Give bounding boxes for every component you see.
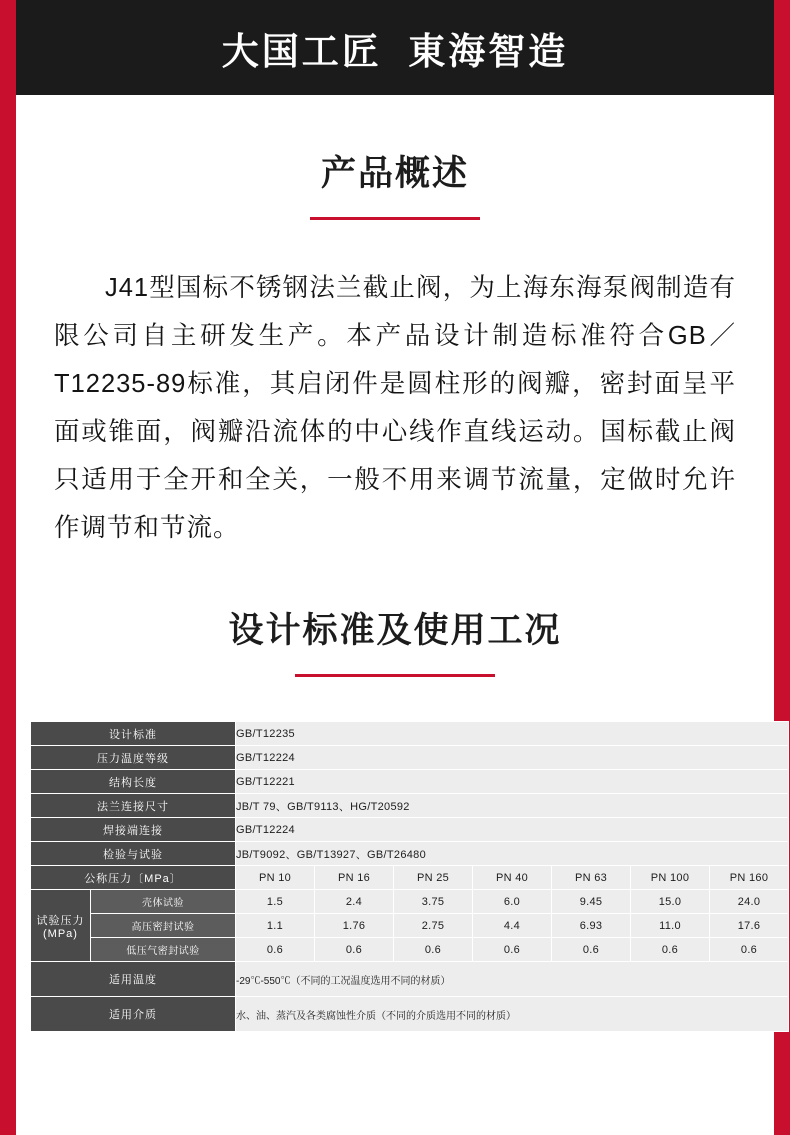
section-title-standards: 设计标准及使用工况 <box>228 611 562 650</box>
section-heading-standards <box>16 610 774 677</box>
test-value: 2.75 <box>394 914 473 938</box>
table-row <box>31 794 789 818</box>
pn-value: PN 10 <box>236 866 315 890</box>
section-heading-overview <box>16 153 774 220</box>
pn-value: PN 40 <box>473 866 552 890</box>
table-row <box>31 746 789 770</box>
test-value: 24.0 <box>710 890 789 914</box>
test-value: 2.4 <box>315 890 394 914</box>
row-value: GB/T12224 <box>236 818 789 842</box>
test-value: 1.76 <box>315 914 394 938</box>
pn-value: PN 100 <box>631 866 710 890</box>
table-row <box>31 770 789 794</box>
test-value: 0.6 <box>473 938 552 962</box>
row-label: 法兰连接尺寸 <box>31 794 236 818</box>
test-value: 0.6 <box>394 938 473 962</box>
page-banner <box>16 0 774 95</box>
test-value: 6.93 <box>552 914 631 938</box>
overview-paragraph: J41型国标不锈钢法兰截止阀，为上海东海泵阀制造有限公司自主研发生产。本产品设计制造标准符合GB／T12235-89标准，其启闭件是圆柱形的阀瓣，密封面呈平面或锥面，阀瓣沿流体的中心线作直线运动。国标截止阀只适用于全开和全关，一般不用来调节流量，定做时允许作调节和节流。 <box>54 274 736 542</box>
test-value: 3.75 <box>394 890 473 914</box>
test-value: 17.6 <box>710 914 789 938</box>
row-label: 检验与试验 <box>31 842 236 866</box>
row-value: GB/T12224 <box>236 746 789 770</box>
row-label: 适用介质 <box>31 997 236 1032</box>
test-value: 0.6 <box>631 938 710 962</box>
test-value: 4.4 <box>473 914 552 938</box>
test-group-label: 试验压力(MPa) <box>31 890 91 962</box>
table-row-test-lowpressure <box>31 938 789 962</box>
test-row-label: 低压气密封试验 <box>91 938 236 962</box>
spec-table-wrapper <box>30 721 769 1032</box>
row-label: 适用温度 <box>31 962 236 997</box>
test-value: 9.45 <box>552 890 631 914</box>
test-value: 0.6 <box>552 938 631 962</box>
table-row <box>31 842 789 866</box>
table-row-pressure <box>31 866 789 890</box>
test-value: 1.1 <box>236 914 315 938</box>
row-label: 压力温度等级 <box>31 746 236 770</box>
test-value: 0.6 <box>710 938 789 962</box>
pn-value: PN 63 <box>552 866 631 890</box>
row-value: GB/T12221 <box>236 770 789 794</box>
row-value: -29℃-550℃（不同的工况温度选用不同的材质） <box>236 962 789 997</box>
test-value: 0.6 <box>315 938 394 962</box>
row-value: JB/T9092、GB/T13927、GB/T26480 <box>236 842 789 866</box>
test-row-label: 壳体试验 <box>91 890 236 914</box>
row-value: JB/T 79、GB/T9113、HG/T20592 <box>236 794 789 818</box>
bottom-strip <box>16 1121 774 1135</box>
section-underline <box>295 674 495 677</box>
row-label: 结构长度 <box>31 770 236 794</box>
table-row-medium <box>31 997 789 1032</box>
row-label: 公称压力〔MPa〕 <box>31 866 236 890</box>
row-label: 焊接端连接 <box>31 818 236 842</box>
table-row <box>31 722 789 746</box>
table-row <box>31 818 789 842</box>
pn-value: PN 160 <box>710 866 789 890</box>
section-underline <box>310 217 480 220</box>
test-value: 0.6 <box>236 938 315 962</box>
pn-value: PN 25 <box>394 866 473 890</box>
table-row-test-highpressure <box>31 914 789 938</box>
table-row-temperature <box>31 962 789 997</box>
row-value: 水、油、蒸汽及各类腐蚀性介质（不同的介质选用不同的材质） <box>236 997 789 1032</box>
test-value: 6.0 <box>473 890 552 914</box>
banner-title: 大国工匠 東海智造 <box>221 30 569 72</box>
test-value: 15.0 <box>631 890 710 914</box>
spec-table <box>30 721 789 1032</box>
test-row-label: 高压密封试验 <box>91 914 236 938</box>
test-value: 1.5 <box>236 890 315 914</box>
row-value: GB/T12235 <box>236 722 789 746</box>
test-value: 11.0 <box>631 914 710 938</box>
row-label: 设计标准 <box>31 722 236 746</box>
table-row-test-shell <box>31 890 789 914</box>
pn-value: PN 16 <box>315 866 394 890</box>
section-title-overview: 产品概述 <box>320 154 469 193</box>
